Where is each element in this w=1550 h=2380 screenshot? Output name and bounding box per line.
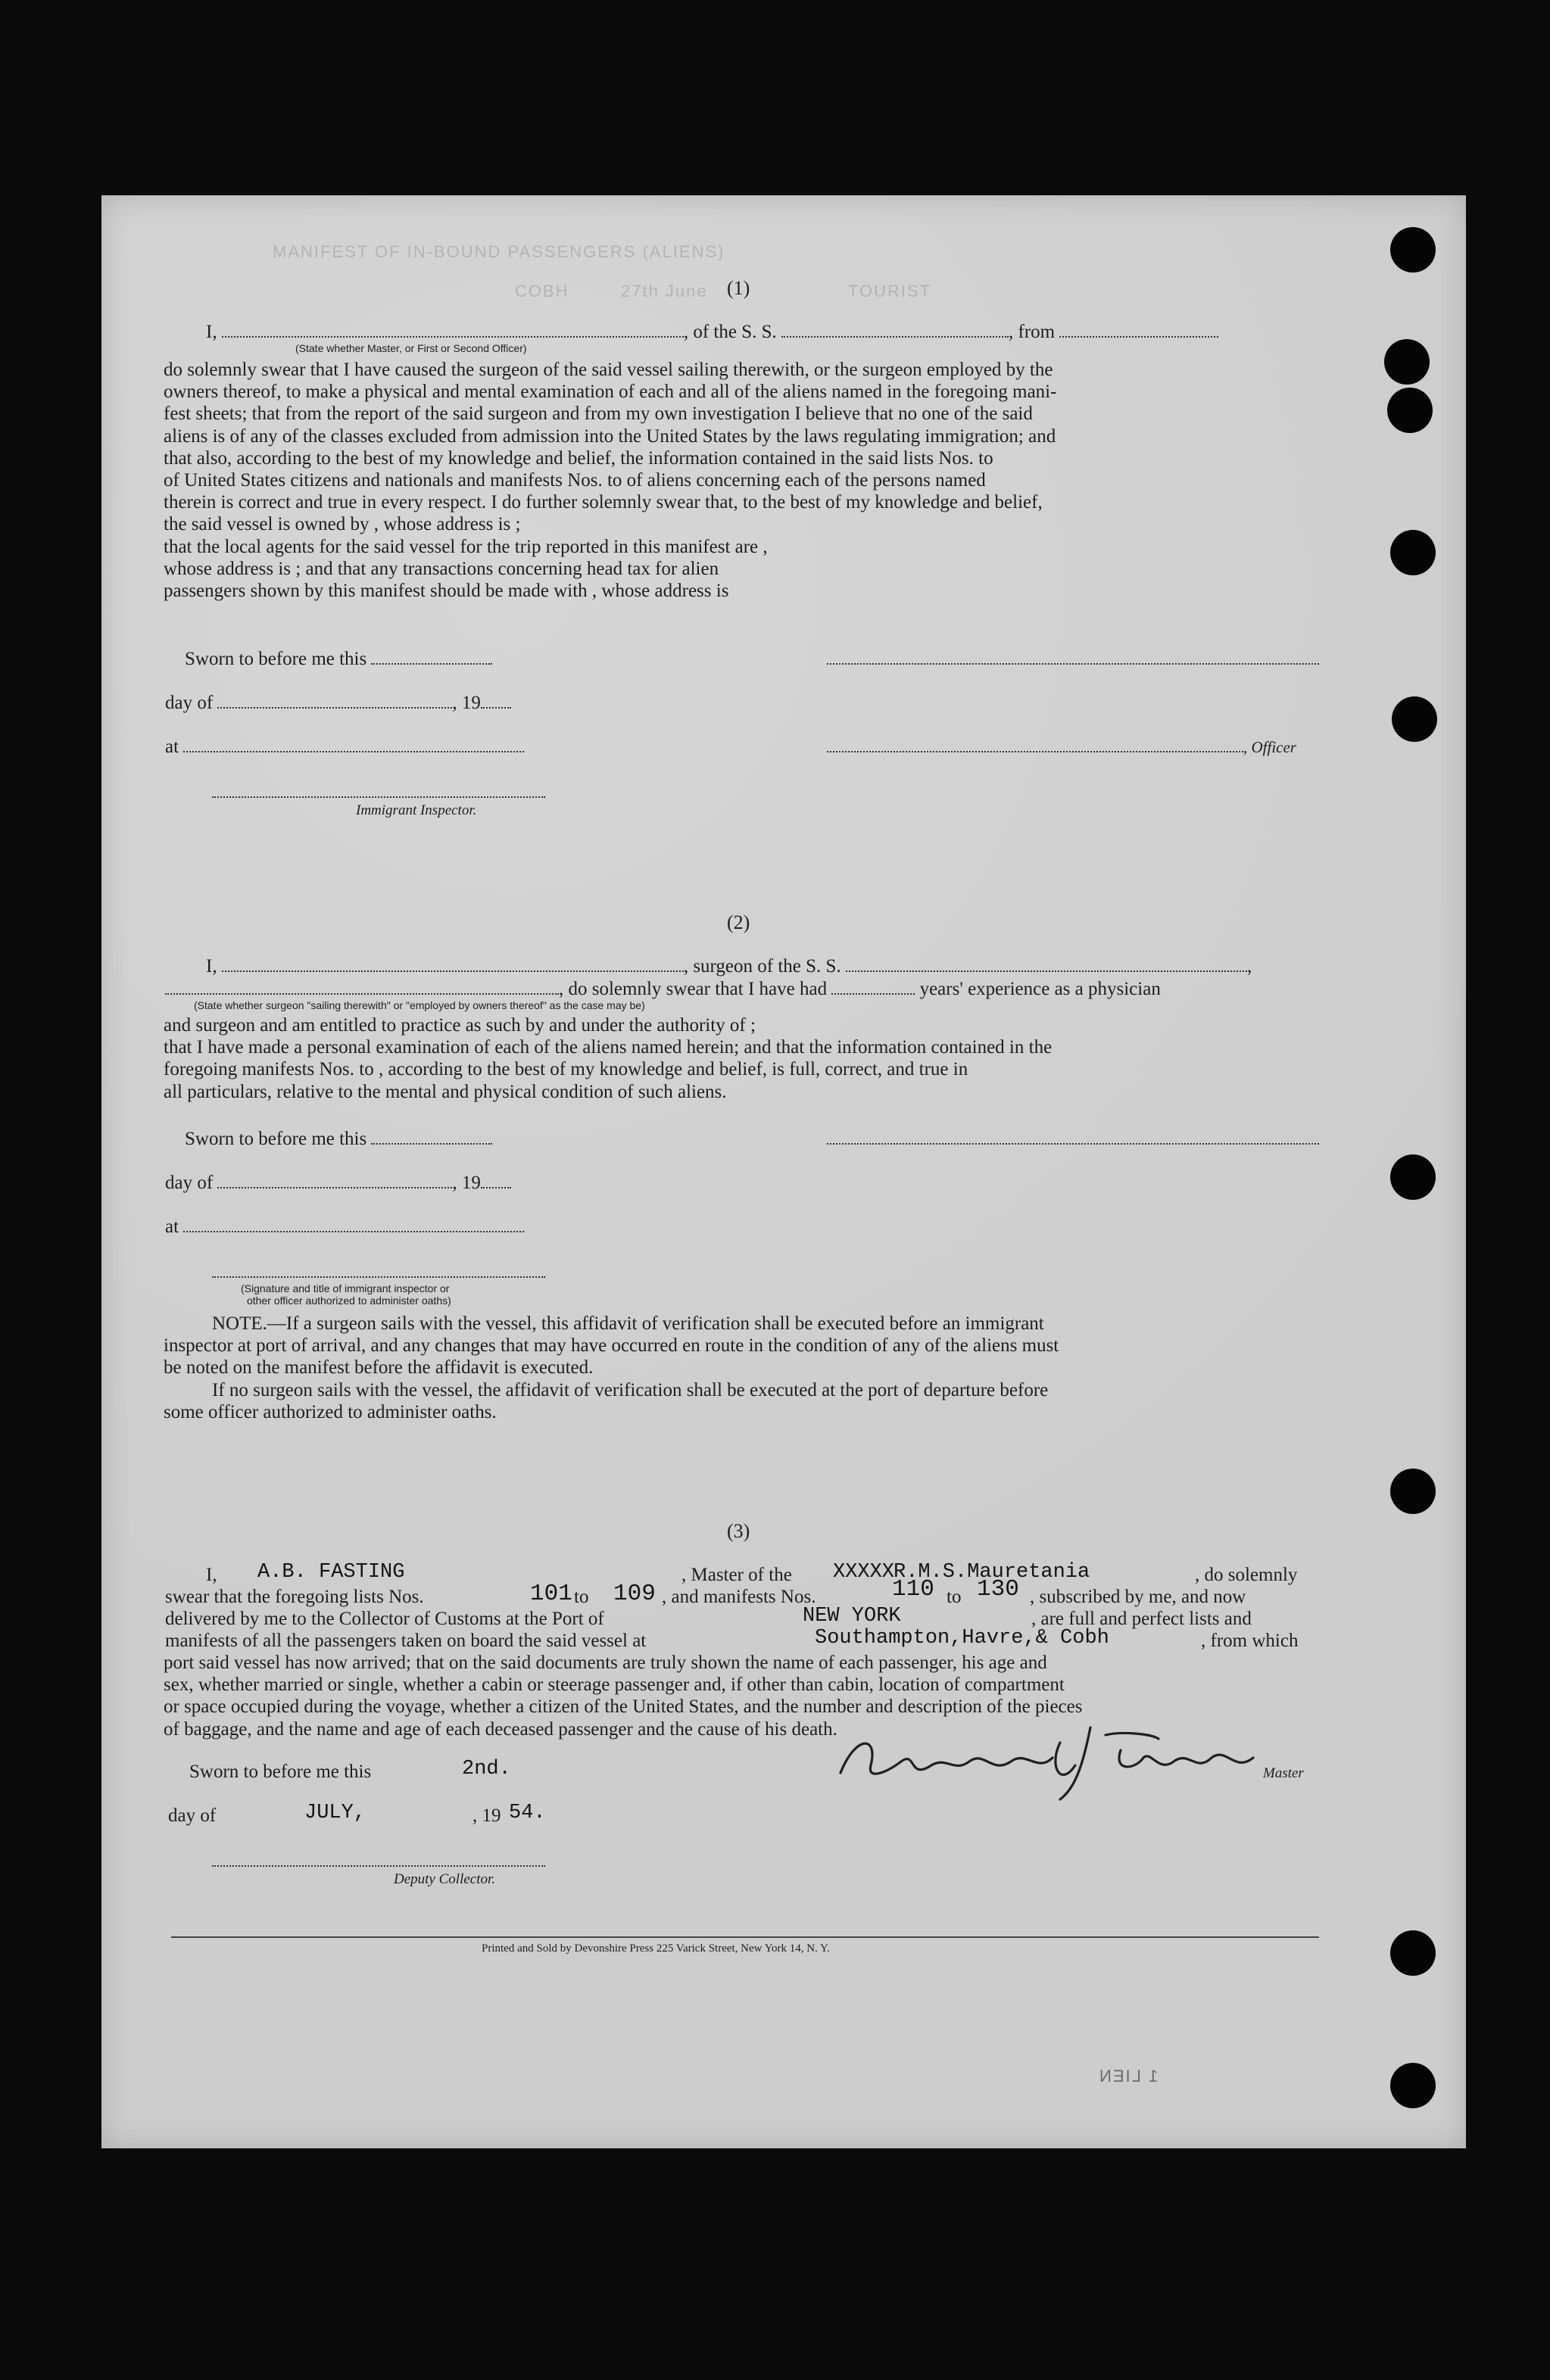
section-2-body-line: and surgeon and am entitled to practice as such by and under the authority of ; (164, 1015, 756, 1036)
deputy-collector-label: Deputy Collector. (394, 1871, 496, 1887)
section-1-body-line: of United States citizens and nationals and manifests Nos. to of aliens concerning each of the persons named (164, 470, 986, 491)
section-2-line-1: I, , surgeon of the S. S. , (206, 956, 1252, 977)
section-1-body-line: that the local agents for the said vessel for the trip reported in this manifest are , (164, 536, 768, 557)
section-1-officer-line: , Officer (827, 736, 1296, 759)
sworn-month: JULY, (304, 1802, 366, 1824)
punch-hole-7 (1390, 1469, 1436, 1514)
section-2-sworn-line-right (827, 1128, 1319, 1150)
punch-hole-1 (1390, 227, 1436, 273)
section-1-i: I, (206, 322, 217, 342)
section-1-day-of: day of , 19 (165, 692, 511, 714)
manifest-to-word: to (947, 1587, 962, 1607)
section-3-number: (3) (727, 1520, 750, 1542)
from-which-text: , from which (1201, 1631, 1299, 1651)
note-line: be noted on the manifest before the affidavit is executed. (164, 1357, 594, 1378)
note-line: If no surgeon sails with the vessel, the affidavit of verification shall be executed at the port of departure before (212, 1379, 1049, 1400)
section-2-signature-note-2: other officer authorized to administer oaths) (247, 1294, 451, 1307)
section-2-sworn: Sworn to before me this (185, 1128, 492, 1150)
section-1-sworn: Sworn to before me this (185, 648, 492, 670)
section-1-body-line: aliens is of any of the classes excluded from admission into the United States by the laws regulating immigration; and (164, 425, 1056, 447)
section-3-line-1-end: , do solemnly (1195, 1565, 1298, 1585)
punch-hole-4 (1390, 530, 1436, 575)
master-signature (833, 1720, 1287, 1803)
deputy-collector-line (212, 1850, 545, 1872)
struck-text: XXXXX (833, 1561, 895, 1584)
section-1-body-line: whose address is ; and that any transactions concerning head tax for alien (164, 558, 719, 579)
section-3-body-line: of baggage, and the name and age of each deceased passenger and the cause of his death. (164, 1718, 837, 1740)
section-1-body-line: fest sheets; that from the report of the said surgeon and from my own investigation I believe that no one of the said (164, 403, 1033, 425)
section-2-body (164, 1014, 1321, 1103)
section-2-at: at (165, 1216, 524, 1238)
section-3-line-1: I, (206, 1565, 217, 1585)
printer-credit: Printed and Sold by Devonshire Press 225 Varick Street, New York 14, N. Y. (482, 1942, 830, 1955)
section-1-from: , from (1009, 322, 1056, 342)
section-1-body-line: the said vessel is owned by , whose address is ; (164, 514, 521, 535)
section-1-body-line: passengers shown by this manifest should be made with , whose address is (164, 581, 729, 602)
section-2-body-line: that I have made a personal examination of each of the aliens named herein; and that the information contained in the (164, 1037, 1053, 1058)
bleed-through-title: MANIFEST OF IN-BOUND PASSENGERS (ALIENS) (273, 242, 725, 261)
sworn-year: 54. (509, 1802, 546, 1824)
bleed-through-class: TOURIST (848, 282, 932, 301)
punch-hole-9 (1390, 2063, 1436, 2108)
master-name: A.B. FASTING (257, 1561, 405, 1584)
section-1-at: at (165, 736, 524, 758)
master-label: Master (1263, 1765, 1304, 1781)
punch-hole-5 (1392, 696, 1437, 742)
bleed-through-port: COBH (515, 282, 569, 301)
punch-hole-3 (1387, 388, 1433, 433)
section-3-line-3: delivered by me to the Collector of Customs at the Port of (165, 1609, 604, 1629)
vessel-name: R.M.S.Mauretania (894, 1561, 1090, 1584)
full-lists-text: , are full and perfect lists and (1031, 1609, 1252, 1629)
section-3-master-of: , Master of the (681, 1565, 792, 1585)
section-3-line-2: swear that the foregoing lists Nos. (165, 1587, 424, 1607)
section-1-of-ss: , of the S. S. (683, 322, 777, 342)
port-of-arrival: NEW YORK (803, 1605, 901, 1628)
section-3-body-line: port said vessel has now arrived; that on the said documents are truly shown the name of each passenger, his age and (164, 1653, 1047, 1673)
section-3-line-4: manifests of all the passengers taken on board the said vessel at (165, 1631, 647, 1651)
section-2-surgeon-note: (State whether surgeon "sailing therewith" or "employed by owners thereof" as the case may be) (194, 999, 645, 1011)
section-1-line-1 (206, 321, 1218, 343)
section-1-officer-note: (State whether Master, or First or Second Officer) (295, 342, 527, 354)
manifest-from: 110 (892, 1576, 934, 1603)
section-1-body-line: therein is correct and true in every respect. I do further solemnly swear that, to the best of my knowledge and belief, (164, 492, 1043, 513)
manifest-to: 130 (977, 1576, 1019, 1603)
section-3-body-line: or space occupied during the voyage, whether a citizen of the United States, and the number and description of the pieces (164, 1696, 1083, 1718)
section-1-sworn-line-right (827, 648, 1319, 670)
section-2-body-line: all particulars, relative to the mental and physical condition of such aliens. (164, 1081, 727, 1102)
section-2-line-2: , do solemnly swear that I have had years' experience as a physician (165, 978, 1161, 1000)
section-3-body-line: sex, whether married or single, whether a cabin or steerage passenger and, if other than cabin, location of compartment (164, 1674, 1065, 1696)
manifests-label: , and manifests Nos. (662, 1587, 816, 1607)
section-2-body-line: foregoing manifests Nos. to , according to the best of my knowledge and belief, is full, correct, and true in (164, 1059, 968, 1080)
ports-of-departure: Southampton,Havre,& Cobh (815, 1627, 1109, 1649)
list-from: 101 (530, 1581, 572, 1607)
punch-hole-6 (1390, 1154, 1436, 1200)
note-line: NOTE.—If a surgeon sails with the vessel, this affidavit of verification shall be executed before an immigrant (212, 1313, 1044, 1334)
section-1-body-line: do solemnly swear that I have caused the surgeon of the said vessel sailing therewith, or the surgeon employed by the (164, 360, 1053, 380)
section-1-inspector-label: Immigrant Inspector. (356, 802, 477, 818)
surgeon-note-block (164, 1313, 1321, 1423)
section-3-day-of: day of (168, 1805, 217, 1826)
bleed-through-date: 27th June (621, 282, 708, 301)
section-2-day-of: day of , 19 (165, 1172, 511, 1194)
footer-rule (171, 1936, 1319, 1938)
list-to: 109 (613, 1581, 656, 1607)
section-1-body (164, 359, 1321, 602)
punch-hole-2 (1384, 339, 1430, 385)
subscribed-text: , subscribed by me, and now (1030, 1587, 1246, 1607)
section-3-sworn: Sworn to before me this (189, 1762, 372, 1782)
punch-hole-8 (1390, 1930, 1436, 1976)
section-1-number: (1) (727, 277, 750, 299)
section-2-number: (2) (727, 911, 750, 933)
note-line: some officer authorized to administer oaths. (164, 1401, 497, 1422)
sworn-day: 2nd. (462, 1758, 511, 1780)
note-line: inspector at port of arrival, and any changes that may have occurred en route in the condition of any of the aliens must (164, 1335, 1059, 1357)
list-to-word: to (574, 1587, 589, 1607)
section-2-signature-line (212, 1261, 545, 1283)
bleed-through-footer-mark: 1 LIEN (1098, 2067, 1159, 2086)
section-1-body-line: that also, according to the best of my knowledge and belief, the information contained in the said lists Nos. to (164, 447, 993, 469)
section-2-signature-note-1: (Signature and title of immigrant inspector or (241, 1282, 450, 1294)
section-1-inspector-line (212, 781, 545, 803)
sworn-year-prefix: , 19 (472, 1805, 501, 1826)
section-1-body-line: owners thereof, to make a physical and mental examination of each and all of the aliens named in the foregoing mani- (164, 382, 1057, 403)
